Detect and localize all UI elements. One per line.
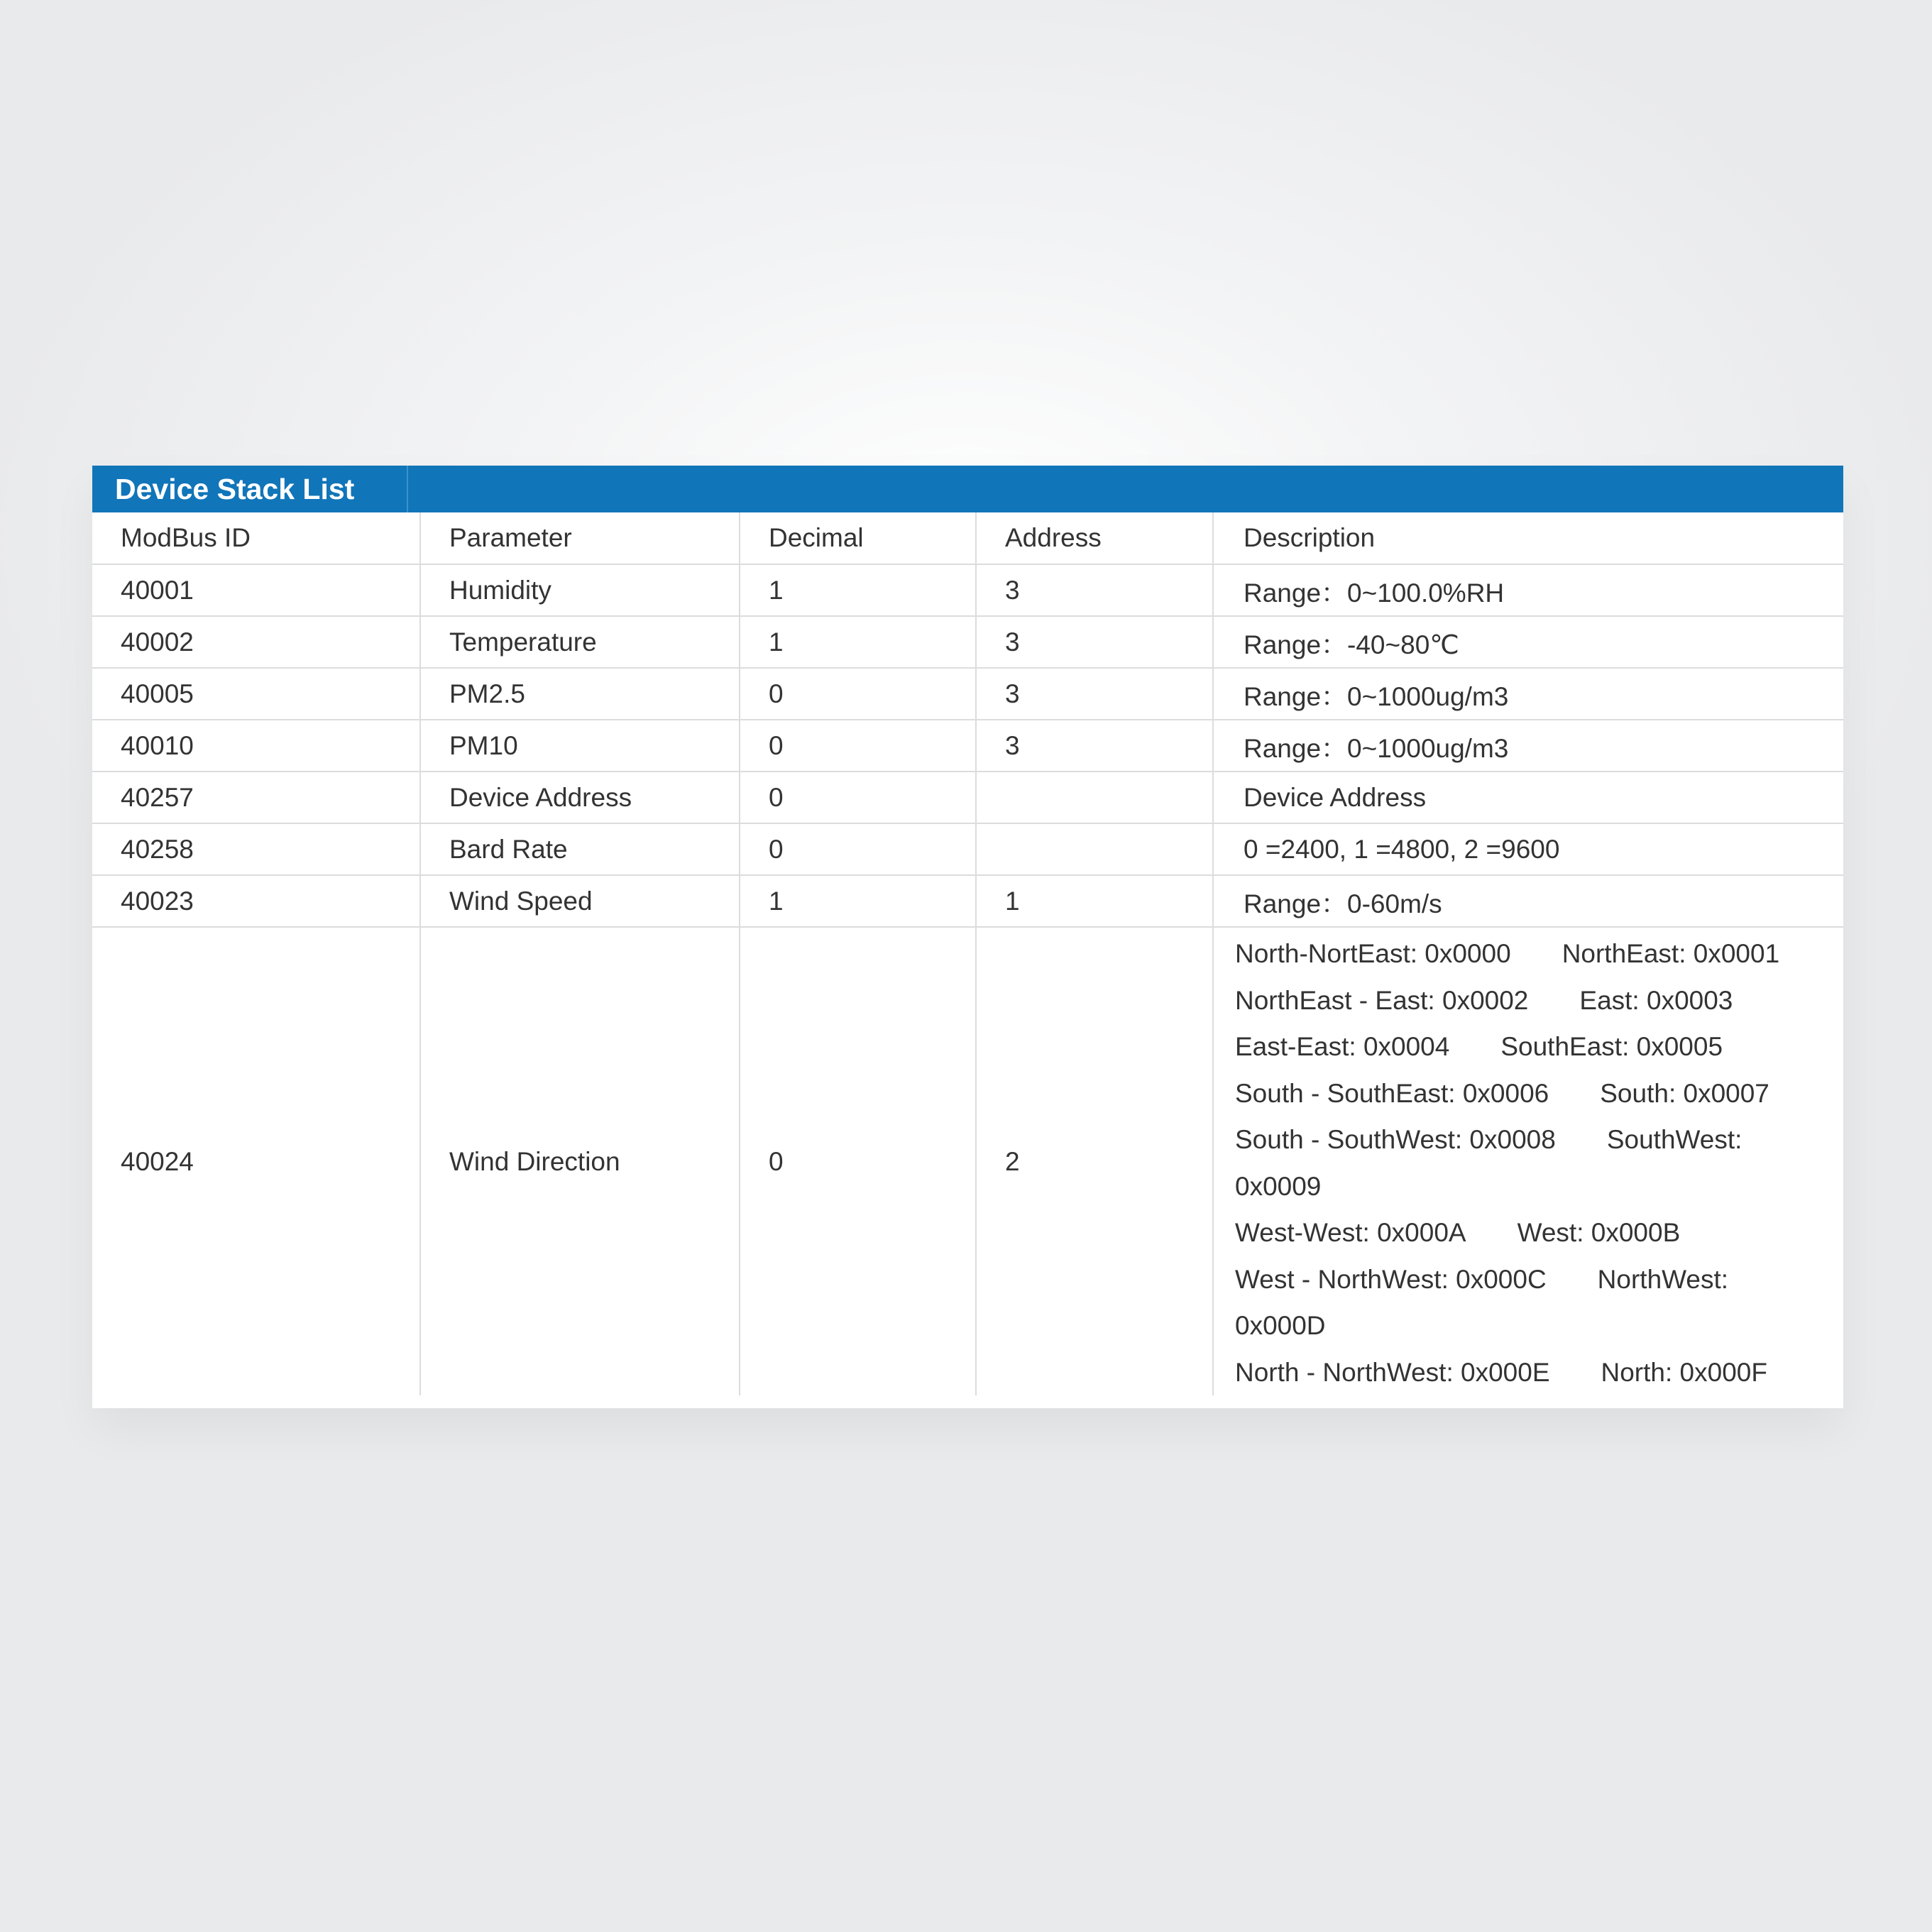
- direction-line: [1235, 1070, 1843, 1117]
- direction-code: South - SouthWest: 0x0008: [1235, 1125, 1556, 1154]
- header-modbus-id: ModBus ID: [92, 512, 420, 564]
- table-row: [92, 823, 1843, 875]
- header-row: [92, 512, 1843, 564]
- table-row-wind-direction: [92, 927, 1843, 1395]
- direction-code: West - NorthWest: 0x000C: [1235, 1264, 1547, 1294]
- direction-code: South: 0x0007: [1600, 1078, 1769, 1108]
- direction-code: North - NorthWest: 0x000E: [1235, 1357, 1550, 1387]
- cell-description: Range：0~100.0%RH: [1213, 564, 1843, 616]
- cell-description: Range：-40~80℃: [1213, 616, 1843, 668]
- direction-line: [1235, 977, 1843, 1024]
- direction-code: NorthWest:: [1597, 1264, 1729, 1294]
- direction-code: West-West: 0x000A: [1235, 1218, 1466, 1247]
- cell-modbus-id: 40010: [92, 720, 420, 772]
- table-row: [92, 564, 1843, 616]
- direction-code: 0x000D: [1235, 1311, 1326, 1340]
- cell-parameter: PM10: [420, 720, 740, 772]
- direction-line: [1235, 1023, 1843, 1070]
- cell-description: Range：0-60m/s: [1213, 875, 1843, 927]
- cell-decimal: 0: [740, 772, 976, 823]
- cell-description: Device Address: [1213, 772, 1843, 823]
- cell-decimal: 0: [740, 720, 976, 772]
- table-row: [92, 720, 1843, 772]
- title-bar: [92, 466, 1843, 512]
- direction-line: [1235, 1163, 1843, 1210]
- direction-code: SouthEast: 0x0005: [1500, 1032, 1723, 1061]
- cell-address: 3: [976, 720, 1213, 772]
- direction-code: SouthWest:: [1606, 1125, 1742, 1154]
- cell-parameter: Wind Speed: [420, 875, 740, 927]
- direction-code: East-East: 0x0004: [1235, 1032, 1450, 1061]
- direction-code: NorthEast - East: 0x0002: [1235, 985, 1529, 1015]
- cell-decimal: 0: [740, 927, 976, 1395]
- header-parameter: Parameter: [420, 512, 740, 564]
- direction-line: [1235, 1116, 1843, 1163]
- table-row: [92, 668, 1843, 720]
- header-decimal: Decimal: [740, 512, 976, 564]
- cell-modbus-id: 40005: [92, 668, 420, 720]
- cell-address: 2: [976, 927, 1213, 1395]
- direction-code: 0x0009: [1235, 1171, 1322, 1201]
- cell-parameter: Device Address: [420, 772, 740, 823]
- cell-modbus-id: 40002: [92, 616, 420, 668]
- cell-modbus-id: 40023: [92, 875, 420, 927]
- direction-code: South - SouthEast: 0x0006: [1235, 1078, 1549, 1108]
- cell-decimal: 1: [740, 564, 976, 616]
- device-stack-panel: [92, 466, 1843, 1408]
- cell-parameter: Humidity: [420, 564, 740, 616]
- table-title: Device Stack List: [115, 473, 355, 505]
- cell-address: 3: [976, 616, 1213, 668]
- header-description: Description: [1213, 512, 1843, 564]
- direction-code: East: 0x0003: [1579, 985, 1733, 1015]
- panel-bottom: [92, 1395, 1843, 1408]
- direction-line: [1235, 1302, 1843, 1349]
- direction-line: [1235, 931, 1843, 977]
- cell-parameter: Wind Direction: [420, 927, 740, 1395]
- cell-description: Range：0~1000ug/m3: [1213, 720, 1843, 772]
- cell-parameter: Bard Rate: [420, 823, 740, 875]
- cell-address: 3: [976, 668, 1213, 720]
- cell-address: [976, 772, 1213, 823]
- direction-code: North: 0x000F: [1601, 1357, 1767, 1387]
- cell-parameter: Temperature: [420, 616, 740, 668]
- wind-direction-list: [1235, 928, 1843, 1395]
- cell-decimal: 1: [740, 616, 976, 668]
- table-row: [92, 616, 1843, 668]
- table-row: [92, 875, 1843, 927]
- cell-address: 3: [976, 564, 1213, 616]
- device-stack-table: [92, 512, 1843, 1395]
- cell-decimal: 0: [740, 823, 976, 875]
- cell-address: 1: [976, 875, 1213, 927]
- direction-line: [1235, 1209, 1843, 1256]
- direction-line: [1235, 1256, 1843, 1303]
- cell-decimal: 1: [740, 875, 976, 927]
- table-row: [92, 772, 1843, 823]
- direction-code: NorthEast: 0x0001: [1561, 939, 1780, 968]
- cell-modbus-id: 40001: [92, 564, 420, 616]
- direction-code: West: 0x000B: [1517, 1218, 1681, 1247]
- cell-description-wind-direction: [1213, 927, 1843, 1395]
- cell-decimal: 0: [740, 668, 976, 720]
- cell-description: 0 =2400, 1 =4800, 2 =9600: [1213, 823, 1843, 875]
- direction-code: North-NortEast: 0x0000: [1235, 939, 1511, 968]
- cell-description: Range：0~1000ug/m3: [1213, 668, 1843, 720]
- cell-parameter: PM2.5: [420, 668, 740, 720]
- direction-line: [1235, 1349, 1843, 1396]
- cell-modbus-id: 40024: [92, 927, 420, 1395]
- cell-modbus-id: 40258: [92, 823, 420, 875]
- header-address: Address: [976, 512, 1213, 564]
- cell-modbus-id: 40257: [92, 772, 420, 823]
- cell-address: [976, 823, 1213, 875]
